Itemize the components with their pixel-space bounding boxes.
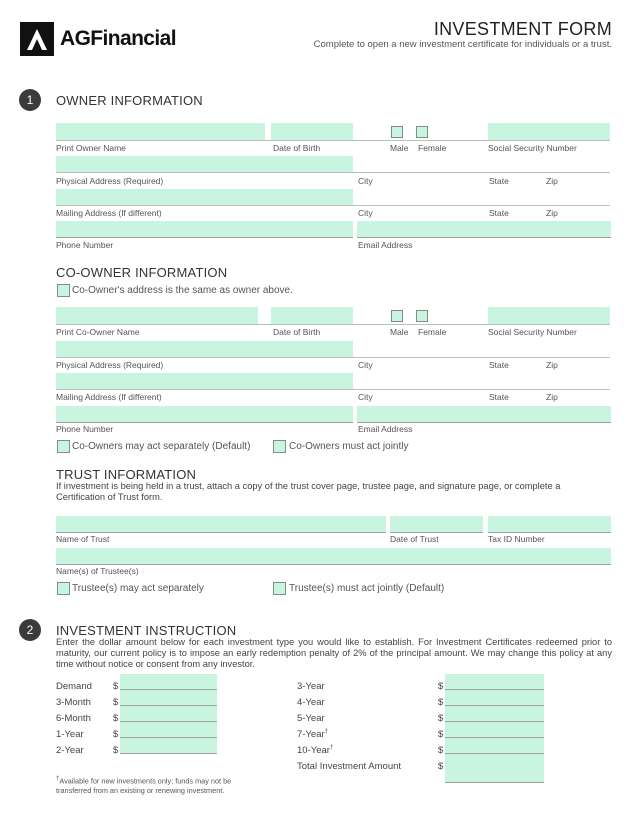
demand-amount-input[interactable] <box>120 674 217 690</box>
investment-label-2-year: 2-Year <box>56 745 84 756</box>
coowner-dob-label: Date of Birth <box>273 327 321 337</box>
owner-name-input[interactable] <box>56 123 265 141</box>
coowner-name-label: Print Co-Owner Name <box>56 327 140 337</box>
trust-description: If investment is being held in a trust, attach a copy of the trust cover page, trustee page, and signature page, or complete a Certification of Trust form. <box>56 481 561 502</box>
2-year-amount-input[interactable] <box>120 738 217 754</box>
currency-symbol: $ <box>438 745 444 756</box>
owner-mailing-address-input[interactable] <box>56 189 353 206</box>
trust-jointly-label: Trustee(s) must act jointly (Default) <box>289 583 445 594</box>
currency-symbol: $ <box>113 713 119 724</box>
owner-name-label: Print Owner Name <box>56 143 126 153</box>
trust-heading: TRUST INFORMATION <box>56 467 197 482</box>
coowner-email-label: Email Address <box>358 424 413 434</box>
coowner-physical-label: Physical Address (Required) <box>56 360 164 370</box>
owner-ssn-label: Social Security Number <box>488 143 577 153</box>
page-title: INVESTMENT FORM <box>433 19 612 39</box>
trust-name-label: Name of Trust <box>56 534 110 544</box>
owner-zip-label: Zip <box>546 176 558 186</box>
investment-heading: INVESTMENT INSTRUCTION <box>56 623 237 638</box>
footnote-text: Available for new investments only; funds may not be transferred from an existing or renewing investment. <box>56 776 232 796</box>
investment-label-7-year-text: 7-Year <box>297 729 325 741</box>
owner-dob-label: Date of Birth <box>273 143 321 153</box>
divider <box>56 140 610 141</box>
investment-label-4-year: 4-Year <box>297 697 325 708</box>
currency-symbol: $ <box>438 761 444 772</box>
coowner-name-input[interactable] <box>56 307 258 325</box>
coowner-same-address-checkbox[interactable] <box>57 284 70 297</box>
investment-label-10-year-text: 10-Year <box>297 745 330 757</box>
owner-state-label: State <box>489 176 509 186</box>
total-investment-amount-input[interactable] <box>445 754 544 783</box>
coowner-physical-address-input[interactable] <box>56 341 353 358</box>
trust-tax-id-input[interactable] <box>488 516 611 533</box>
1-year-amount-input[interactable] <box>120 722 217 738</box>
coowner-zip-label: Zip <box>546 360 558 370</box>
owner-zip2-label: Zip <box>546 208 558 218</box>
owner-state2-label: State <box>489 208 509 218</box>
owner-email-input[interactable] <box>357 221 611 238</box>
coowner-male-label: Male <box>390 327 409 337</box>
coowner-mailing-label: Mailing Address (If different) <box>56 392 162 402</box>
logo-mark-icon <box>20 22 54 56</box>
trust-name-input[interactable] <box>56 516 386 533</box>
investment-label-7-year <box>297 729 328 740</box>
owner-dob-input[interactable] <box>271 123 353 141</box>
divider <box>56 172 610 173</box>
owner-physical-address-input[interactable] <box>56 156 353 173</box>
coowner-zip2-label: Zip <box>546 392 558 402</box>
currency-symbol: $ <box>438 729 444 740</box>
owner-phone-input[interactable] <box>56 221 353 238</box>
divider <box>56 205 610 206</box>
coowner-state2-label: State <box>489 392 509 402</box>
investment-label-3-month: 3-Month <box>56 697 91 708</box>
owner-city-label: City <box>358 176 373 186</box>
currency-symbol: $ <box>113 745 119 756</box>
coowner-heading: CO-OWNER INFORMATION <box>56 265 228 280</box>
coowner-female-checkbox[interactable] <box>416 310 428 322</box>
owner-heading: OWNER INFORMATION <box>56 93 203 108</box>
trust-separately-label: Trustee(s) may act separately <box>72 583 204 594</box>
coowner-same-address-label: Co-Owner's address is the same as owner above. <box>72 285 293 296</box>
3-year-amount-input[interactable] <box>445 674 544 690</box>
owner-physical-label: Physical Address (Required) <box>56 176 164 186</box>
coowner-email-input[interactable] <box>357 406 611 423</box>
owner-mailing-label: Mailing Address (If different) <box>56 208 162 218</box>
investment-label-6-month: 6-Month <box>56 713 91 724</box>
owner-phone-label: Phone Number <box>56 240 114 250</box>
divider <box>56 389 610 390</box>
owner-female-label: Female <box>418 143 447 153</box>
trust-date-label: Date of Trust <box>390 534 439 544</box>
6-month-amount-input[interactable] <box>120 706 217 722</box>
currency-symbol: $ <box>438 681 444 692</box>
investment-label-10-year <box>297 745 333 756</box>
owner-ssn-input[interactable] <box>488 123 610 141</box>
currency-symbol: $ <box>438 713 444 724</box>
coowner-separately-label: Co-Owners may act separately (Default) <box>72 441 251 452</box>
4-year-amount-input[interactable] <box>445 690 544 706</box>
divider <box>56 357 610 358</box>
currency-symbol: $ <box>113 729 119 740</box>
logo <box>20 22 176 56</box>
logo-text: AGFinancial <box>60 27 176 50</box>
coowner-phone-label: Phone Number <box>56 424 114 434</box>
trust-jointly-checkbox[interactable] <box>273 582 286 595</box>
coowner-jointly-checkbox[interactable] <box>273 440 286 453</box>
owner-male-label: Male <box>390 143 409 153</box>
coowner-ssn-input[interactable] <box>488 307 610 325</box>
coowner-dob-input[interactable] <box>271 307 353 325</box>
dagger-mark: † <box>329 745 334 751</box>
coowner-phone-input[interactable] <box>56 406 353 423</box>
owner-female-checkbox[interactable] <box>416 126 428 138</box>
7-year-amount-input[interactable] <box>445 722 544 738</box>
investment-label-demand: Demand <box>56 681 92 692</box>
coowner-male-checkbox[interactable] <box>391 310 403 322</box>
step-1-badge: 1 <box>19 89 41 111</box>
10-year-amount-input[interactable] <box>445 738 544 754</box>
coowner-jointly-label: Co-Owners must act jointly <box>289 441 409 452</box>
trust-separately-checkbox[interactable] <box>57 582 70 595</box>
footnote <box>56 774 246 796</box>
trust-date-input[interactable] <box>390 516 483 533</box>
investment-label-1-year: 1-Year <box>56 729 84 740</box>
page-subtitle: Complete to open a new investment certificate for individuals or a trust. <box>313 39 612 50</box>
footnote-dagger: † <box>56 776 60 782</box>
investment-label-5-year: 5-Year <box>297 713 325 724</box>
coowner-separately-checkbox[interactable] <box>57 440 70 453</box>
currency-symbol: $ <box>113 697 119 708</box>
coowner-state-label: State <box>489 360 509 370</box>
coowner-ssn-label: Social Security Number <box>488 327 577 337</box>
investment-label-3-year: 3-Year <box>297 681 325 692</box>
coowner-city-label: City <box>358 360 373 370</box>
coowner-mailing-address-input[interactable] <box>56 373 353 390</box>
currency-symbol: $ <box>438 697 444 708</box>
dagger-mark: † <box>324 729 328 735</box>
currency-symbol: $ <box>113 681 119 692</box>
investment-description: Enter the dollar amount below for each investment type you would like to establish. For Investment Certificates redeemed prior to maturity, our current policy is to impose an early redemption penalty of 2% of the principal amount. We may change this policy at any time without notice or consent from any investor. <box>56 637 612 669</box>
coowner-female-label: Female <box>418 327 447 337</box>
trustees-input[interactable] <box>56 548 611 565</box>
step-2-badge: 2 <box>19 619 41 641</box>
coowner-city2-label: City <box>358 392 373 402</box>
total-investment-label: Total Investment Amount <box>297 761 402 772</box>
owner-male-checkbox[interactable] <box>391 126 403 138</box>
divider <box>56 324 610 325</box>
owner-email-label: Email Address <box>358 240 413 250</box>
trust-tax-label: Tax ID Number <box>488 534 545 544</box>
3-month-amount-input[interactable] <box>120 690 217 706</box>
owner-city2-label: City <box>358 208 373 218</box>
5-year-amount-input[interactable] <box>445 706 544 722</box>
trustees-label: Name(s) of Trustee(s) <box>56 566 139 576</box>
